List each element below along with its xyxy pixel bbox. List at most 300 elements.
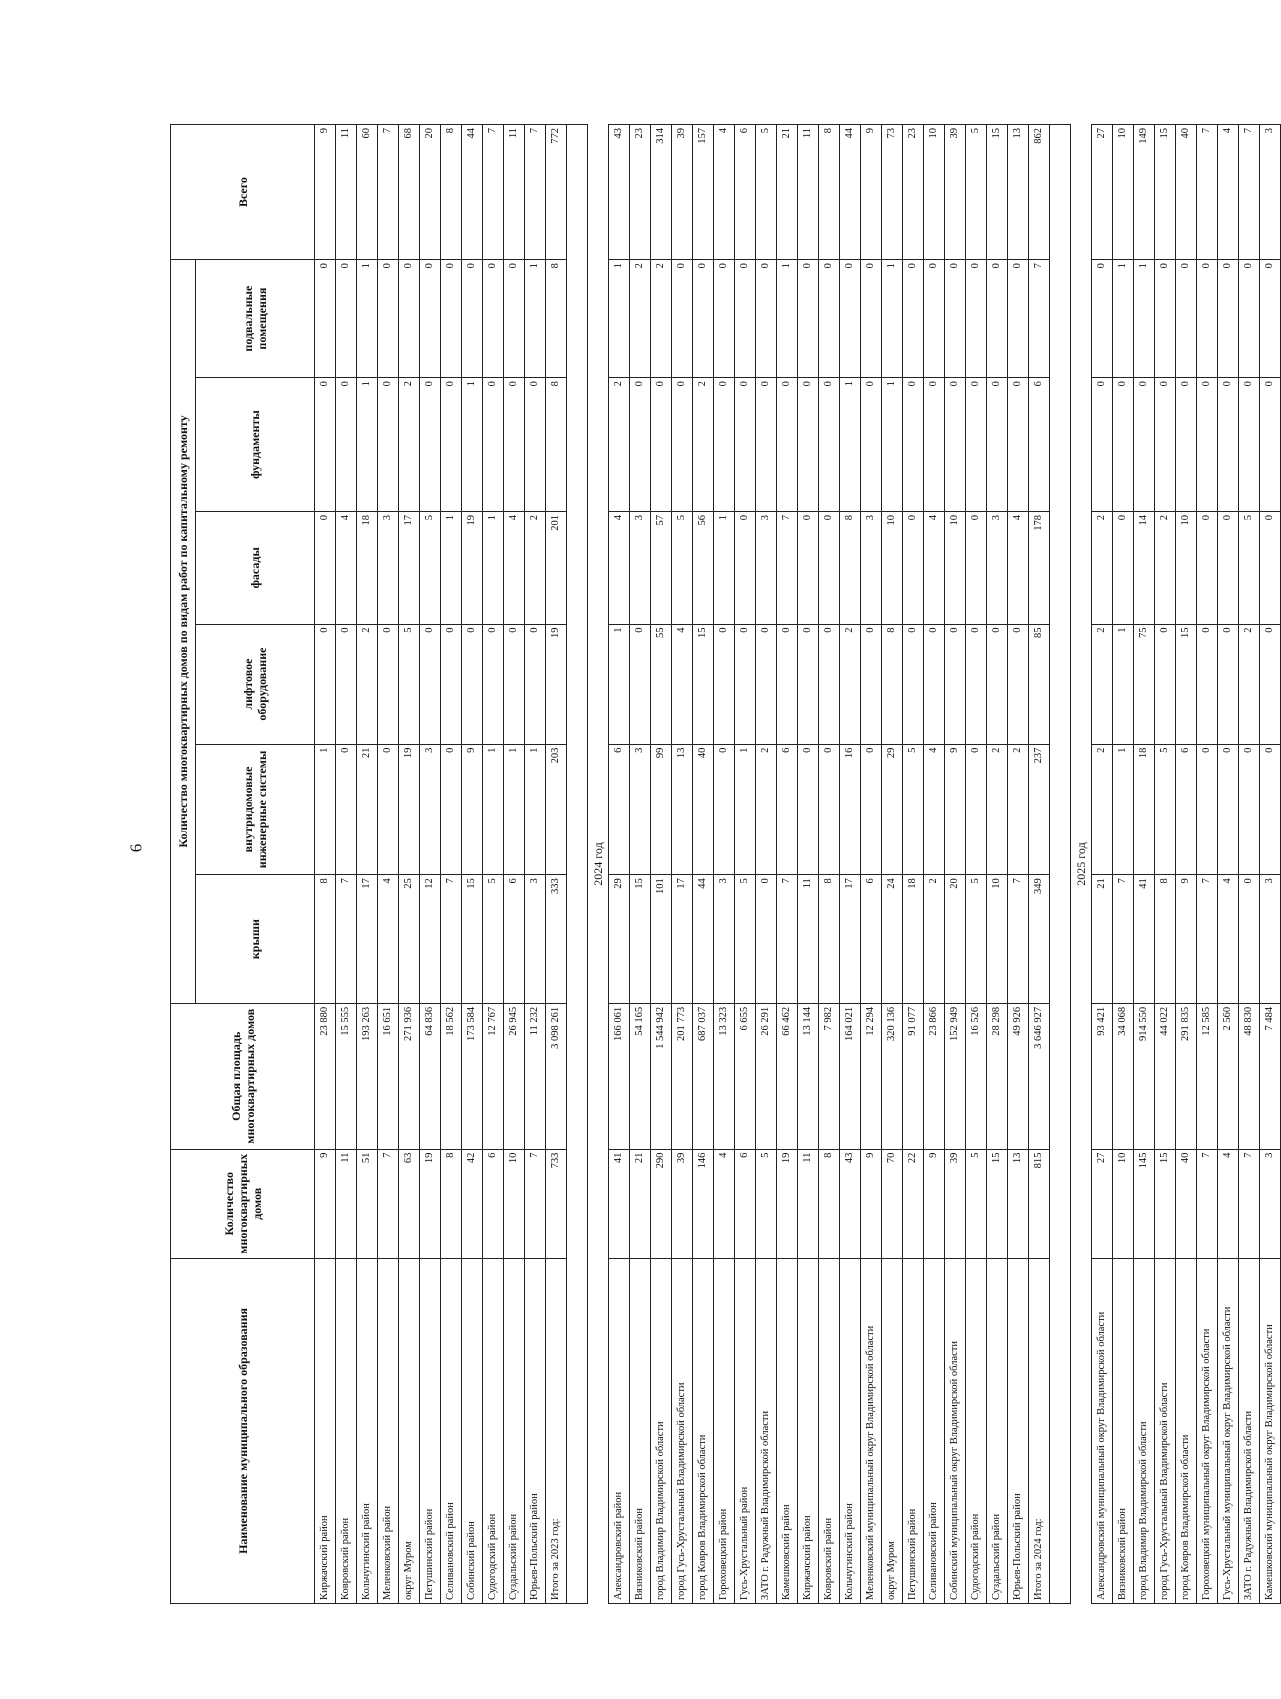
value-cell: 19 [399,744,420,875]
value-cell: 56 [693,512,714,625]
value-cell: 11 [336,1149,357,1258]
header-lifts: лифтовое оборудование [196,624,315,744]
value-cell: 6 [609,744,630,875]
value-cell: 5 [966,875,987,1004]
value-cell: 5 [735,875,756,1004]
value-cell: 2 [1092,624,1113,744]
value-cell: 201 [546,512,567,625]
value-cell: 57 [651,512,672,625]
section-gap-row [1050,125,1071,1604]
value-cell: 0 [441,624,462,744]
value-cell: 42 [462,1149,483,1258]
table-row [420,125,441,1604]
value-cell: 40 [693,744,714,875]
header-facades: фасады [196,512,315,625]
section-gap-row [567,125,588,1604]
municipality-cell: Суздальский район [987,1258,1008,1603]
municipality-cell: Ковровский район [336,1258,357,1603]
header-basements: подвальные помещения [196,260,315,378]
value-cell: 291 835 [1176,1003,1197,1149]
value-cell: 0 [966,744,987,875]
value-cell: 0 [798,744,819,875]
value-cell: 2 [693,378,714,512]
value-cell: 0 [462,260,483,378]
value-cell: 1 [525,260,546,378]
value-cell: 0 [1176,260,1197,378]
value-cell: 5 [966,1149,987,1258]
value-cell: 0 [1197,744,1218,875]
value-cell: 333 [546,875,567,1004]
value-cell: 39 [945,125,966,260]
value-cell: 0 [378,260,399,378]
table-row [966,125,987,1604]
header-works-group: Количество многоквартирных домов по видам работ по капитальному ремонту [171,260,196,1004]
value-cell: 5 [903,744,924,875]
value-cell: 0 [1239,744,1260,875]
value-cell: 0 [1176,378,1197,512]
value-cell: 12 585 [1197,1003,1218,1149]
value-cell: 12 767 [483,1003,504,1149]
value-cell: 9 [861,1149,882,1258]
value-cell: 0 [399,260,420,378]
value-cell: 0 [336,378,357,512]
municipality-cell: округ Муром [882,1258,903,1603]
value-cell: 43 [840,1149,861,1258]
municipality-cell: Александровский муниципальный округ Владимирской области [1092,1258,1113,1603]
value-cell: 0 [1008,260,1029,378]
value-cell: 0 [861,744,882,875]
value-cell: 0 [798,624,819,744]
value-cell: 0 [966,378,987,512]
rotated-table-container [170,124,1275,1604]
value-cell: 290 [651,1149,672,1258]
value-cell: 41 [1134,875,1155,1004]
municipality-cell: Итого за 2023 год: [546,1258,567,1603]
municipality-cell: Итого за 2024 год: [1029,1258,1050,1603]
value-cell: 320 136 [882,1003,903,1149]
value-cell: 16 526 [966,1003,987,1149]
value-cell: 7 [1197,1149,1218,1258]
value-cell: 1 [462,378,483,512]
table-row [756,125,777,1604]
value-cell: 0 [798,512,819,625]
value-cell: 9 [462,744,483,875]
municipality-cell: Судогодский район [966,1258,987,1603]
table-row [441,125,462,1604]
value-cell: 146 [693,1149,714,1258]
table-row [1218,125,1239,1604]
value-cell: 3 098 261 [546,1003,567,1149]
table-row [630,125,651,1604]
value-cell: 6 655 [735,1003,756,1149]
value-cell: 10 [924,125,945,260]
value-cell: 0 [1260,512,1281,625]
value-cell: 0 [1092,378,1113,512]
table-row [777,125,798,1604]
value-cell: 10 [1113,125,1134,260]
table-row [945,125,966,1604]
gap-cell [567,125,588,1604]
table-row [672,125,693,1604]
municipality-cell: Вязниковский район [1113,1258,1134,1603]
value-cell: 7 [1239,1149,1260,1258]
value-cell: 17 [840,875,861,1004]
value-cell: 10 [1113,1149,1134,1258]
value-cell: 1 [609,260,630,378]
value-cell: 4 [924,744,945,875]
municipality-cell: Собинский район [462,1258,483,1603]
municipality-cell: Ковровский район [819,1258,840,1603]
value-cell: 41 [609,1149,630,1258]
value-cell: 13 [1008,1149,1029,1258]
value-cell: 3 646 927 [1029,1003,1050,1149]
value-cell: 0 [903,512,924,625]
value-cell: 1 [483,512,504,625]
value-cell: 12 294 [861,1003,882,1149]
value-cell: 99 [651,744,672,875]
value-cell: 914 550 [1134,1003,1155,1149]
value-cell: 0 [1197,378,1218,512]
municipality-cell: Вязниковский район [630,1258,651,1603]
table-row [504,125,525,1604]
value-cell: 29 [882,744,903,875]
municipality-cell: Судогодский район [483,1258,504,1603]
value-cell: 23 [903,125,924,260]
value-cell: 0 [924,378,945,512]
value-cell: 15 [462,875,483,1004]
value-cell: 2 [651,260,672,378]
value-cell: 6 [735,1149,756,1258]
value-cell: 23 866 [924,1003,945,1149]
value-cell: 1 [882,378,903,512]
municipality-cell: Кольчугинский район [357,1258,378,1603]
municipality-cell: Меленковский муниципальный округ Владимирской области [861,1258,882,1603]
municipality-cell: Петушинский район [903,1258,924,1603]
value-cell: 7 [1113,875,1134,1004]
table-row [1155,125,1176,1604]
value-cell: 85 [1029,624,1050,744]
value-cell: 16 651 [378,1003,399,1149]
value-cell: 26 291 [756,1003,777,1149]
value-cell: 0 [693,260,714,378]
value-cell: 11 [336,125,357,260]
municipality-cell: Камешковский муниципальный округ Владимирской области [1260,1258,1281,1603]
value-cell: 4 [924,512,945,625]
value-cell: 8 [819,875,840,1004]
value-cell: 173 584 [462,1003,483,1149]
value-cell: 6 [777,744,798,875]
value-cell: 21 [357,744,378,875]
value-cell: 0 [420,624,441,744]
value-cell: 8 [819,1149,840,1258]
value-cell: 149 [1134,125,1155,260]
value-cell: 4 [609,512,630,625]
table-row [987,125,1008,1604]
value-cell: 7 [1029,260,1050,378]
value-cell: 15 555 [336,1003,357,1149]
value-cell: 0 [945,624,966,744]
value-cell: 201 773 [672,1003,693,1149]
value-cell: 4 [1218,1149,1239,1258]
value-cell: 20 [945,875,966,1004]
value-cell: 2 560 [1218,1003,1239,1149]
value-cell: 0 [924,260,945,378]
value-cell: 0 [1155,378,1176,512]
value-cell: 27 [1092,125,1113,260]
value-cell: 0 [1260,744,1281,875]
value-cell: 0 [504,378,525,512]
year-label: 2024 год [588,125,609,1604]
municipality-cell: Гороховецкий район [714,1258,735,1603]
value-cell: 0 [903,624,924,744]
value-cell: 7 [1197,125,1218,260]
value-cell: 4 [1218,875,1239,1004]
municipality-cell: Гусь-Хрустальный район [735,1258,756,1603]
value-cell: 0 [714,624,735,744]
value-cell: 70 [882,1149,903,1258]
value-cell: 0 [315,260,336,378]
table-row [483,125,504,1604]
value-cell: 2 [924,875,945,1004]
value-cell: 0 [1260,260,1281,378]
value-cell: 0 [777,624,798,744]
value-cell: 9 [924,1149,945,1258]
value-cell: 10 [504,1149,525,1258]
value-cell: 3 [420,744,441,875]
table-row [819,125,840,1604]
value-cell: 22 [903,1149,924,1258]
value-cell: 60 [357,125,378,260]
value-cell: 15 [693,624,714,744]
value-cell: 0 [1218,512,1239,625]
value-cell: 0 [1197,624,1218,744]
value-cell: 1 [609,624,630,744]
value-cell: 8 [840,512,861,625]
value-cell: 5 [672,512,693,625]
municipality-cell: Юрьев-Польский район [1008,1258,1029,1603]
value-cell: 1 [525,744,546,875]
value-cell: 15 [987,1149,1008,1258]
value-cell: 0 [378,378,399,512]
value-cell: 3 [525,875,546,1004]
municipality-cell: Селивановский район [441,1258,462,1603]
value-cell: 7 [525,1149,546,1258]
value-cell: 19 [546,624,567,744]
value-cell: 8 [315,875,336,1004]
value-cell: 19 [777,1149,798,1258]
value-cell: 0 [1113,512,1134,625]
value-cell: 18 [1134,744,1155,875]
value-cell: 0 [483,624,504,744]
value-cell: 0 [987,624,1008,744]
header-area: Общая площадь многоквартирных домов [171,1003,315,1149]
value-cell: 0 [987,378,1008,512]
value-cell: 0 [1260,624,1281,744]
value-cell: 0 [441,378,462,512]
value-cell: 13 323 [714,1003,735,1149]
table-row [882,125,903,1604]
table-row [1176,125,1197,1604]
table-row [378,125,399,1604]
value-cell: 34 068 [1113,1003,1134,1149]
table-row [714,125,735,1604]
value-cell: 2 [630,260,651,378]
municipality-cell: Киржачский район [798,1258,819,1603]
value-cell: 0 [525,624,546,744]
value-cell: 7 [1197,875,1218,1004]
value-cell: 733 [546,1149,567,1258]
value-cell: 0 [672,260,693,378]
value-cell: 2 [357,624,378,744]
municipality-cell: город Ковров Владимирской области [1176,1258,1197,1603]
header-total: Всего [171,125,315,260]
value-cell: 152 949 [945,1003,966,1149]
value-cell: 15 [987,125,1008,260]
value-cell: 44 [840,125,861,260]
value-cell: 75 [1134,624,1155,744]
value-cell: 13 [1008,125,1029,260]
value-cell: 0 [924,624,945,744]
value-cell: 73 [882,125,903,260]
table-row [840,125,861,1604]
value-cell: 12 [420,875,441,1004]
table-row [1029,125,1050,1604]
value-cell: 2 [756,744,777,875]
value-cell: 0 [798,260,819,378]
value-cell: 2 [1092,512,1113,625]
value-cell: 10 [882,512,903,625]
value-cell: 13 [672,744,693,875]
value-cell: 19 [420,1149,441,1258]
value-cell: 28 298 [987,1003,1008,1149]
value-cell: 0 [966,260,987,378]
value-cell: 40 [1176,1149,1197,1258]
value-cell: 1 [1113,624,1134,744]
value-cell: 54 165 [630,1003,651,1149]
value-cell: 15 [1176,624,1197,744]
value-cell: 6 [1029,378,1050,512]
value-cell: 0 [861,378,882,512]
value-cell: 0 [315,378,336,512]
value-cell: 8 [882,624,903,744]
value-cell: 44 022 [1155,1003,1176,1149]
municipality-cell: Суздальский район [504,1258,525,1603]
table-row [462,125,483,1604]
value-cell: 7 [1239,125,1260,260]
value-cell: 101 [651,875,672,1004]
value-cell: 4 [1218,125,1239,260]
header-roofs: крыши [196,875,315,1004]
table-row [651,125,672,1604]
value-cell: 68 [399,125,420,260]
value-cell: 6 [504,875,525,1004]
value-cell: 13 144 [798,1003,819,1149]
value-cell: 1 [357,378,378,512]
value-cell: 29 [609,875,630,1004]
municipality-cell: округ Муром [399,1258,420,1603]
value-cell: 0 [840,260,861,378]
table-row [357,125,378,1604]
value-cell: 0 [630,624,651,744]
value-cell: 3 [378,512,399,625]
value-cell: 43 [609,125,630,260]
value-cell: 3 [756,512,777,625]
table-row [903,125,924,1604]
value-cell: 0 [1155,260,1176,378]
value-cell: 17 [399,512,420,625]
value-cell: 21 [777,125,798,260]
value-cell: 3 [1260,125,1281,260]
value-cell: 0 [945,260,966,378]
value-cell: 0 [504,624,525,744]
table-row [1008,125,1029,1604]
header-count: Количество многоквартирных домов [171,1149,315,1258]
value-cell: 49 926 [1008,1003,1029,1149]
value-cell: 157 [693,125,714,260]
year-header-row [588,125,609,1604]
value-cell: 4 [672,624,693,744]
value-cell: 4 [378,875,399,1004]
value-cell: 0 [1260,378,1281,512]
value-cell: 0 [651,378,672,512]
municipality-cell: город Гусь-Хрустальный Владимирской области [1155,1258,1176,1603]
value-cell: 39 [945,1149,966,1258]
value-cell: 271 936 [399,1003,420,1149]
value-cell: 4 [714,125,735,260]
municipality-cell: Камешковский район [777,1258,798,1603]
municipality-cell: ЗАТО г. Радужный Владимирской области [1239,1258,1260,1603]
value-cell: 44 [693,875,714,1004]
value-cell: 0 [819,624,840,744]
value-cell: 2 [1239,624,1260,744]
value-cell: 1 [504,744,525,875]
municipality-cell: ЗАТО г. Радужный Владимирской области [756,1258,777,1603]
value-cell: 7 [378,1149,399,1258]
value-cell: 7 [1008,875,1029,1004]
value-cell: 203 [546,744,567,875]
value-cell: 0 [1008,624,1029,744]
value-cell: 0 [1134,378,1155,512]
value-cell: 17 [357,875,378,1004]
value-cell: 5 [420,512,441,625]
value-cell: 7 [378,125,399,260]
value-cell: 10 [987,875,1008,1004]
value-cell: 15 [1155,125,1176,260]
value-cell: 0 [777,378,798,512]
value-cell: 1 [357,260,378,378]
value-cell: 3 [630,512,651,625]
value-cell: 6 [735,125,756,260]
value-cell: 6 [861,875,882,1004]
municipality-cell: Собинский муниципальный округ Владимирской области [945,1258,966,1603]
table-row [336,125,357,1604]
value-cell: 11 [798,875,819,1004]
value-cell: 11 [504,125,525,260]
value-cell: 772 [546,125,567,260]
value-cell: 18 [357,512,378,625]
value-cell: 20 [420,125,441,260]
value-cell: 39 [672,1149,693,1258]
value-cell: 0 [336,260,357,378]
value-cell: 1 [735,744,756,875]
table-row [798,125,819,1604]
value-cell: 8 [441,1149,462,1258]
value-cell: 0 [1113,378,1134,512]
value-cell: 0 [945,378,966,512]
municipality-cell: Александровский район [609,1258,630,1603]
value-cell: 11 232 [525,1003,546,1149]
value-cell: 0 [504,260,525,378]
